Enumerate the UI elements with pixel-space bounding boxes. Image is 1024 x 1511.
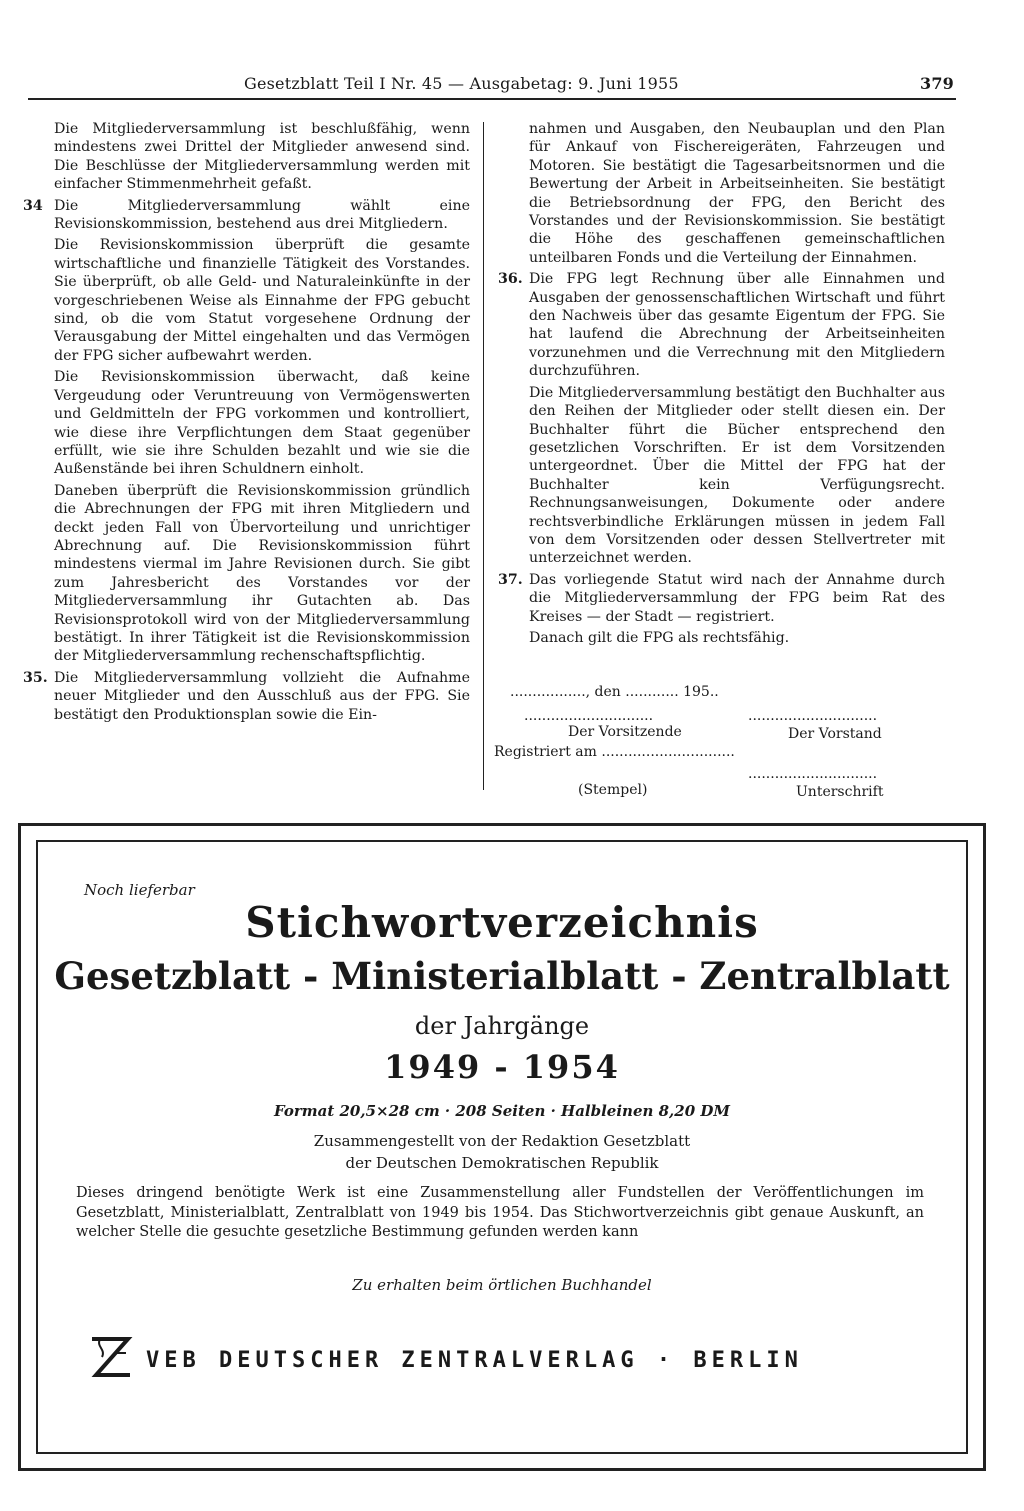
paragraph: Die FPG legt Rechnung über alle Einnahmen und Ausgaben der genossenschaftlichen Wirtschaft und führt den Nachweis über das gesamte Eigentum der FPG. Sie hat laufend die Abrechnung der Arbeitseinheiten vorzunehmen und die Verrechnung mit den Mitgliedern durchzuführen.: [529, 271, 945, 380]
paragraph: Die Revisionskommission überwacht, daß keine Vergeudung oder Veruntreuung von Vermögenswerten und Geldmitteln der FPG vorkommen und kontrolliert, wie diese ihre Verpflichtungen dem Staat gegenüber erfüllt, wie sie ihre Schulden bezahlt und wie sie die Außenstände bei ihren Schuldnern einholt.: [54, 369, 470, 478]
section-34: [23, 197, 470, 234]
availability-note: Zu erhalten beim örtlichen Buchhandel: [352, 1276, 652, 1294]
chair-signature-line: .............................: [524, 708, 654, 724]
section-number: 37.: [498, 571, 523, 588]
paragraph: nahmen und Ausgaben, den Neubauplan und den Plan für Ankauf von Fischereigeräten, Fahrzeugen und Motoren. Sie bestätigt die Tagesarbeitsnormen und die Bewertung der Arbeit in Arbeitseinheiten. Sie bestätigt die Betriebsordnung der FPG, den Bericht des Vorstandes und der Revisionskommission. Sie bestätigt die Höhe des geschaffenen gemeinschaftlichen unteilbaren Fonds und die Verteilung der Einnahmen.: [529, 121, 945, 266]
signature-label: Unterschrift: [796, 784, 884, 800]
left-column: [23, 120, 470, 727]
section-number: 34: [23, 197, 43, 214]
header-title: Gesetzblatt Teil I Nr. 45 — Ausgabetag: 9. Juni 1955: [244, 74, 679, 93]
ad-title: Stichwortverzeichnis: [245, 898, 759, 947]
paragraph: Die Mitgliederversammlung vollzieht die Aufnahme neuer Mitglieder und den Ausschluß aus der FPG. Sie bestätigt den Produktionsplan sowie die Ein-: [54, 669, 470, 723]
registered-line: Registriert am ..............................: [494, 744, 735, 760]
chair-label: Der Vorsitzende: [568, 724, 682, 740]
column-divider: [483, 122, 484, 790]
header-rule: [28, 98, 956, 100]
paragraph: Die Mitgliederversammlung ist beschlußfähig, wenn mindestens zwei Drittel der Mitglieder anwesend sind. Die Beschlüsse der Mitgliederversammlung werden mit einfacher Stimmenmehrheit gefaßt.: [54, 121, 470, 193]
compiled-line-1: Zusammengestellt von der Redaktion Gesetzblatt: [313, 1132, 691, 1150]
paragraph: Die Revisionskommission überprüft die gesamte wirtschaftliche und finanzielle Tätigkeit des Vorstandes. Sie überprüft, ob alle Geld- und Naturaleinkünfte in der vorgeschriebenen Weise als Einnahme der FPG gebucht sind, ob die vom Statut vorgesehene Ordnung der Verausgabung der Mittel eingehalten und das Vermögen der FPG sicher aufbewahrt werden.: [54, 237, 470, 364]
section-36: [498, 270, 945, 380]
paragraph: Die Mitgliederversammlung bestätigt den Buchhalter aus den Reihen der Mitglieder oder stellt diesen ein. Der Buchhalter führt die Bücher entsprechend den gesetzlichen Vorschriften. Er ist dem Vorsitzenden untergeordnet. Über die Mittel der FPG hat der Buchhalter kein Verfügungsrecht. Rechnungsanweisungen, Dokumente oder andere rechtsverbindliche Erklärungen müssen in jedem Fall von dem Vorsitzenden oder dessen Stellvertreter mit unterzeichnet werden.: [529, 384, 945, 567]
section-35: [23, 669, 470, 724]
section-37: [498, 571, 945, 626]
stamp-label: (Stempel): [578, 782, 648, 798]
paragraph: Das vorliegende Statut wird nach der Annahme durch die Mitgliederversammlung der FPG beim Rat des Kreises — der Stadt — registriert.: [529, 571, 945, 625]
compiled-line-2: der Deutschen Demokratischen Republik: [345, 1154, 659, 1172]
place-date-line: ................., den ............ 195..: [510, 684, 719, 700]
section-number: 35.: [23, 669, 48, 686]
publisher-name: VEB DEUTSCHER ZENTRALVERLAG · BERLIN: [146, 1348, 803, 1373]
ad-description: Dieses dringend benötigte Werk ist eine Zusammenstellung aller Fundstellen der Veröffentlichungen im Gesetzblatt, Ministerialblatt, Zentralblatt von 1949 bis 1954. Das Stichwortverzeichnis gibt genaue Auskunft, an welcher Stelle die gesuchte gesetzliche Bestimmung gefunden werden kann: [76, 1185, 924, 1240]
ad-subtitle: Gesetzblatt - Ministerialblatt - Zentralblatt: [54, 954, 950, 998]
availability-label: Noch lieferbar: [84, 881, 195, 899]
years-range: 1949 - 1954: [384, 1048, 620, 1086]
paragraph: Danach gilt die FPG als rechtsfähig.: [529, 629, 790, 646]
board-label: Der Vorstand: [788, 726, 882, 742]
format-info: Format 20,5×28 cm · 208 Seiten · Halbleinen 8,20 DM: [274, 1102, 730, 1120]
paragraph: Daneben überprüft die Revisionskommission gründlich die Abrechnungen der FPG mit ihren Mitgliedern und deckt jeden Fall von Übervorteilung und unrichtiger Abrechnung auf. Die Revisionskommission führt mindestens viermal im Jahre Revisionen durch. Sie gibt zum Jahresbericht des Vorstandes vor der Mitgliederversammlung ihr Gutachten ab. Das Revisionsprotokoll wird von der Mitgliederversammlung bestätigt. In ihrer Tätigkeit ist die Revisionskommission der Mitgliederversammlung rechenschaftspflichtig.: [54, 482, 470, 665]
publisher-logo-icon: [86, 1333, 136, 1383]
right-column: [498, 120, 945, 650]
advertisement: [36, 840, 968, 1454]
paragraph: Die Mitgliederversammlung wählt eine Revisionskommission, bestehend aus drei Mitgliedern.: [54, 197, 470, 233]
years-label: der Jahrgänge: [414, 1012, 590, 1040]
page-header: [244, 74, 954, 98]
unterschrift-line: .............................: [748, 766, 878, 782]
page-number: 379: [920, 74, 954, 93]
section-number: 36.: [498, 271, 523, 288]
board-signature-line: .............................: [748, 708, 878, 724]
